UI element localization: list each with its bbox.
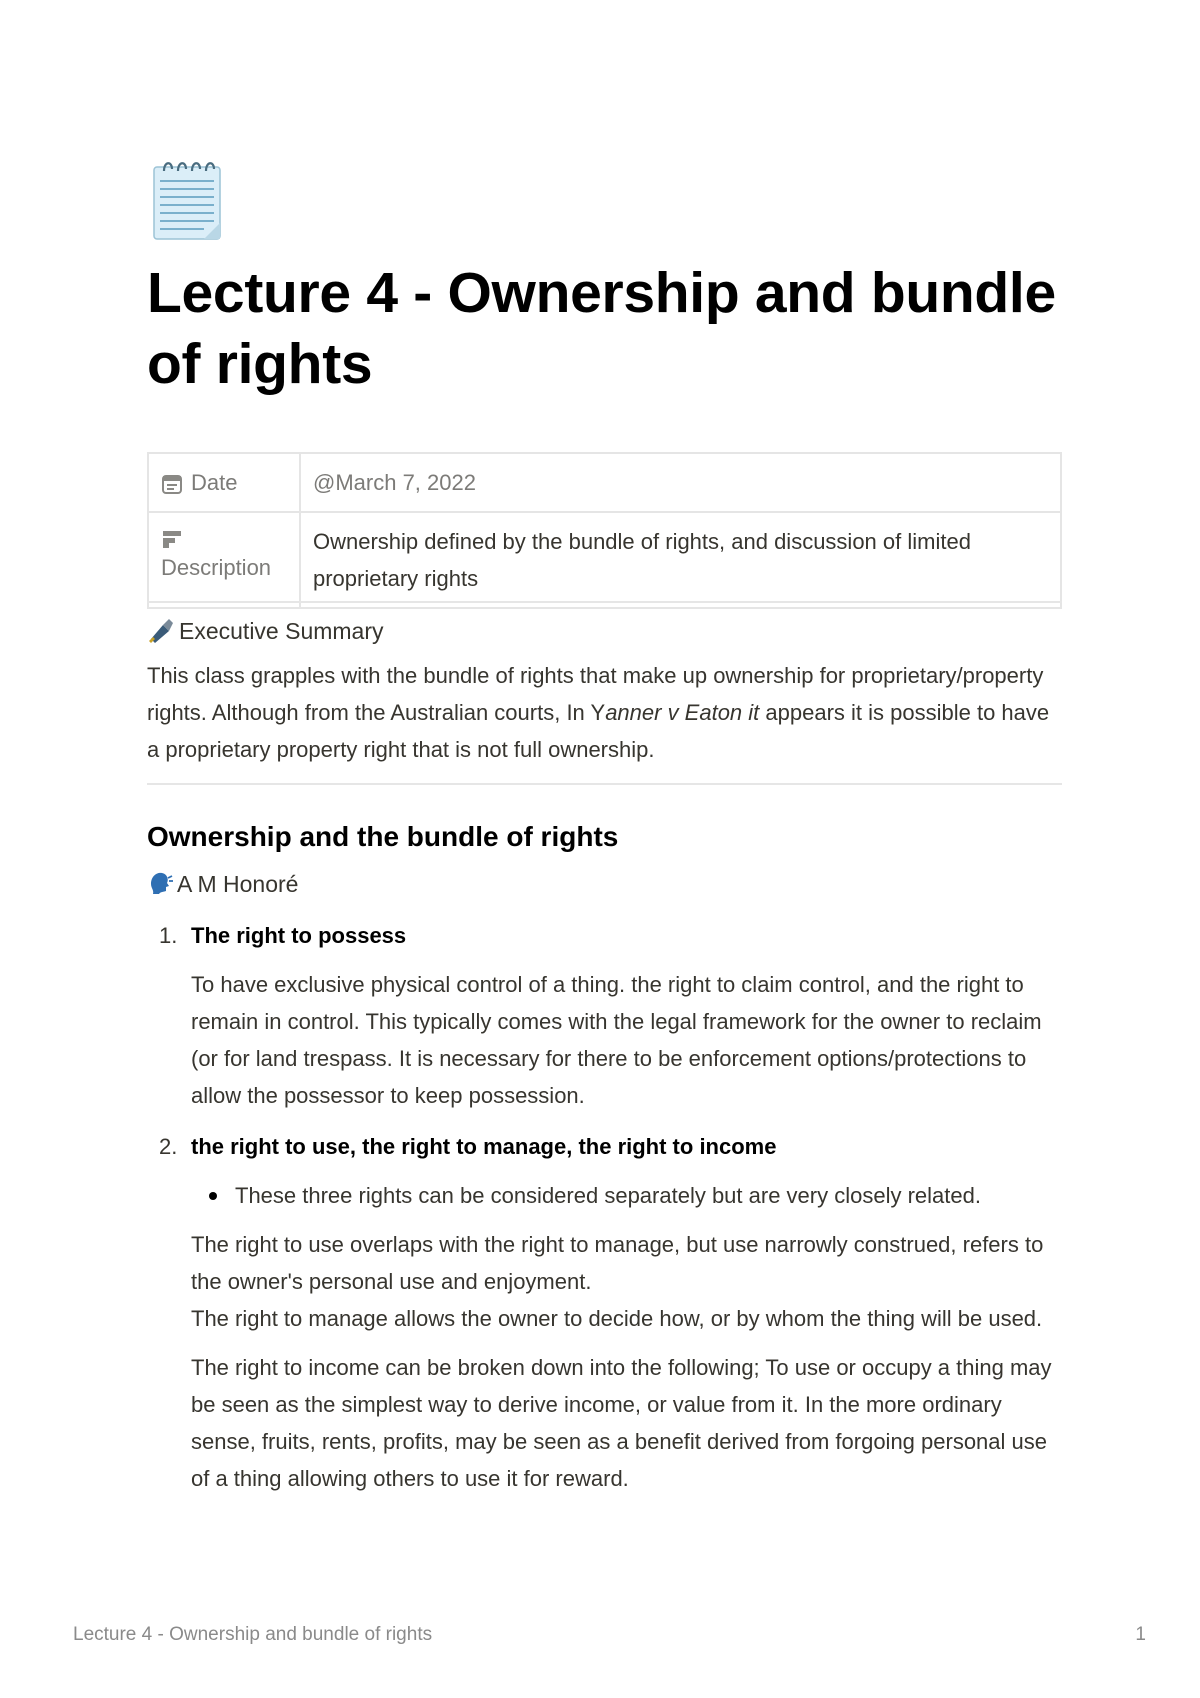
property-key-date bbox=[148, 453, 300, 512]
description-value[interactable]: Ownership defined by the bundle of rights, and discussion of limited proprietary rights bbox=[300, 512, 1061, 608]
summary-case-name: anner v Eaton it bbox=[605, 700, 760, 725]
property-label-date: Date bbox=[191, 470, 238, 495]
item-title: the right to use, the right to manage, the right to income bbox=[191, 1134, 777, 1159]
list-item bbox=[147, 917, 1067, 1114]
page-title: Lecture 4 - Ownership and bundle of rights bbox=[147, 261, 1056, 396]
property-key-description bbox=[148, 512, 300, 608]
bullet-text: These three rights can be considered separately but are very closely related. bbox=[235, 1183, 981, 1208]
paragraph-line: The right to use overlaps with the right to manage, but use narrowly construed, refers to the owner's personal use and enjoyment. bbox=[191, 1232, 1044, 1294]
bullet-item bbox=[191, 1177, 1067, 1214]
property-label-description: Description bbox=[161, 555, 272, 580]
item-title: The right to possess bbox=[191, 923, 407, 948]
item-paragraph: The right to income can be broken down into the following; To use or occupy a thing may be seen as the simplest way to derive income, or value from it. In the more ordinary sense, fruits, rents, profits, may be seen as a benefit derived from forgoing personal use of a thing allowing others to use it for reward. bbox=[191, 1355, 1052, 1491]
summary-heading: Executive Summary bbox=[179, 618, 384, 644]
bullet-dot bbox=[209, 1192, 217, 1200]
spiral-notepad-icon bbox=[152, 157, 226, 241]
speaking-head-icon bbox=[147, 870, 173, 896]
summary-text-part: This class grapples with the bundle of rights that make up ownership for proprietary/property rights. Although from the Australian courts, In Y bbox=[147, 663, 1044, 725]
date-value[interactable]: @March 7, 2022 bbox=[300, 453, 1061, 512]
rights-list bbox=[147, 917, 1067, 1497]
item-paragraph: To have exclusive physical control of a thing. the right to claim control, and the right to remain in control. This typically comes with the legal framework for the owner to reclaim (or for land trespass. It is necessary for there to be enforcement options/protections to allow the possessor to keep possession. bbox=[191, 972, 1042, 1108]
divider bbox=[147, 601, 1062, 603]
summary-text-part: appears it is possible to have a proprietary property right that is not full ownership. bbox=[147, 700, 1050, 762]
paragraph-line: The right to manage allows the owner to decide how, or by whom the thing will be used. bbox=[191, 1306, 1043, 1331]
item-paragraph bbox=[191, 1226, 1067, 1337]
section-heading: Ownership and the bundle of rights bbox=[147, 821, 619, 852]
list-item bbox=[147, 1128, 1067, 1497]
footer-title: Lecture 4 - Ownership and bundle of rights bbox=[73, 1624, 433, 1645]
author-name: A M Honoré bbox=[177, 871, 299, 897]
author-line bbox=[147, 866, 298, 902]
bullet-list bbox=[191, 1177, 1067, 1214]
text-lines-icon bbox=[161, 529, 183, 549]
page-number: 1 bbox=[1135, 1624, 1146, 1645]
divider bbox=[147, 783, 1062, 785]
summary-heading-row bbox=[147, 613, 1062, 649]
summary-text bbox=[147, 657, 1062, 768]
fountain-pen-icon bbox=[147, 617, 175, 643]
property-row-description bbox=[148, 512, 1061, 608]
calendar-icon bbox=[161, 473, 183, 495]
executive-summary bbox=[147, 613, 1062, 768]
list-number: 2. bbox=[159, 1134, 178, 1159]
list-number: 1. bbox=[159, 923, 178, 948]
property-row-date bbox=[148, 453, 1061, 512]
properties-table bbox=[147, 452, 1062, 609]
